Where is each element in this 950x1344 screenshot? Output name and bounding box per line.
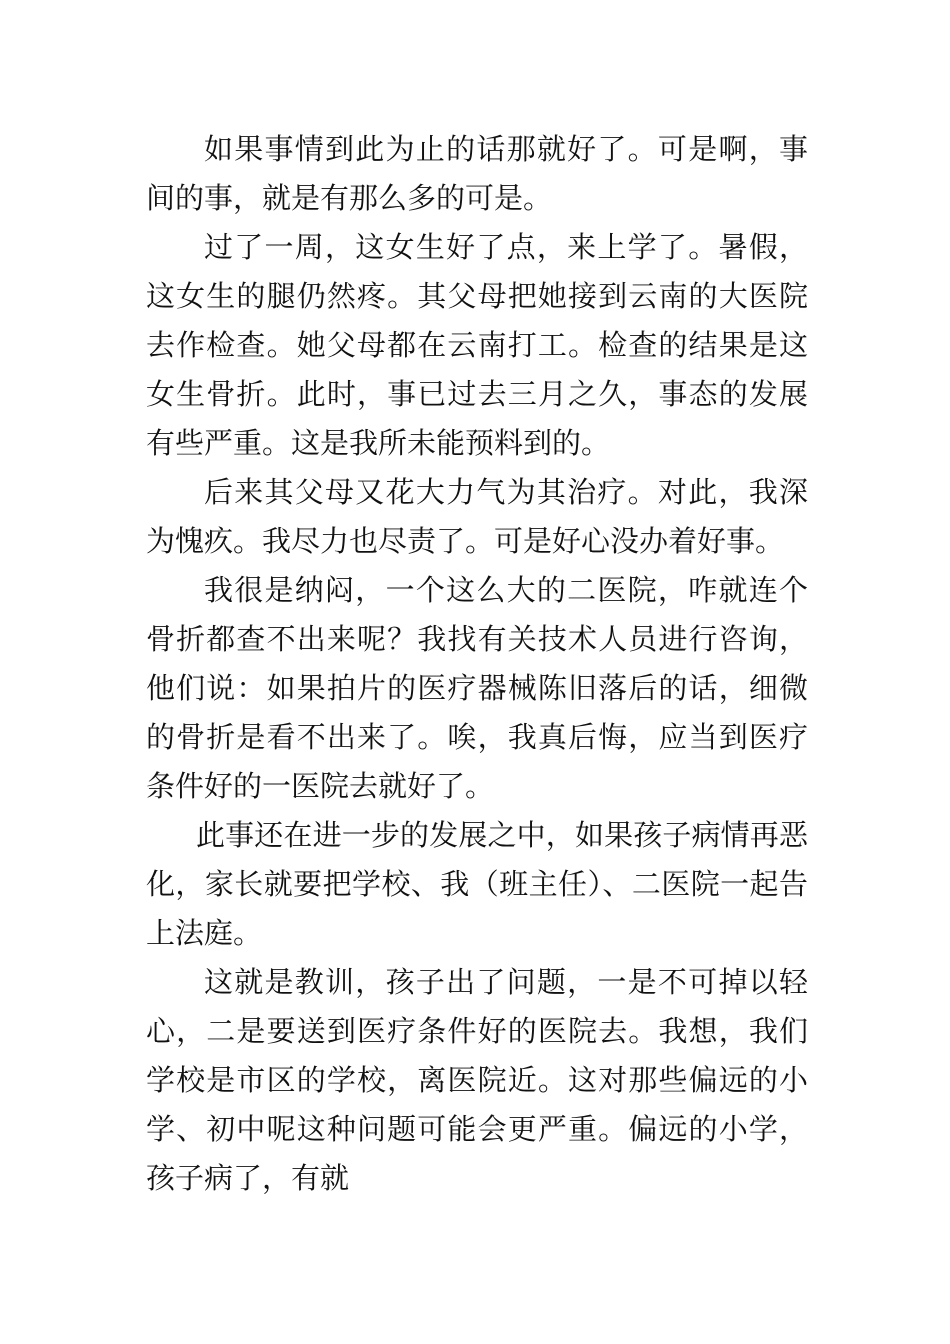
paragraph-6: 这就是教训，孩子出了问题，一是不可掉以轻心，二是要送到医疗条件好的医院去。我想，我们学校是市区的学校，离医院近。这对那些偏远的小学、初中呢这种问题可能会更严重。偏远的小学，孩子病了，有就	[146, 965, 808, 1195]
paragraph-1: 如果事情到此为止的话那就好了。可是啊，事间的事，就是有那么多的可是。	[146, 132, 808, 215]
document-body	[146, 125, 808, 1203]
paragraph-4: 我很是纳闷，一个这么大的二医院，咋就连个骨折都查不出来呢？我找有关技术人员进行咨询，他们说：如果拍片的医疗器械陈旧落后的话，细微的骨折是看不出来了。唉，我真后悔，应当到医疗条件好的一医院去就好了。	[146, 573, 808, 803]
paragraph-3: 后来其父母又花大力气为其治疗。对此，我深为愧疚。我尽力也尽责了。可是好心没办着好事。	[146, 475, 808, 558]
paragraph-2: 过了一周，这女生好了点，来上学了。暑假，这女生的腿仍然疼。其父母把她接到云南的大医院去作检查。她父母都在云南打工。检查的结果是这女生骨折。此时，事已过去三月之久，事态的发展有些严重。这是我所未能预料到的。	[146, 230, 808, 460]
paragraph-5: 此事还在进一步的发展之中，如果孩子病情再恶化，家长就要把学校、我（班主任）、二医院一起告上法庭。	[146, 818, 808, 950]
